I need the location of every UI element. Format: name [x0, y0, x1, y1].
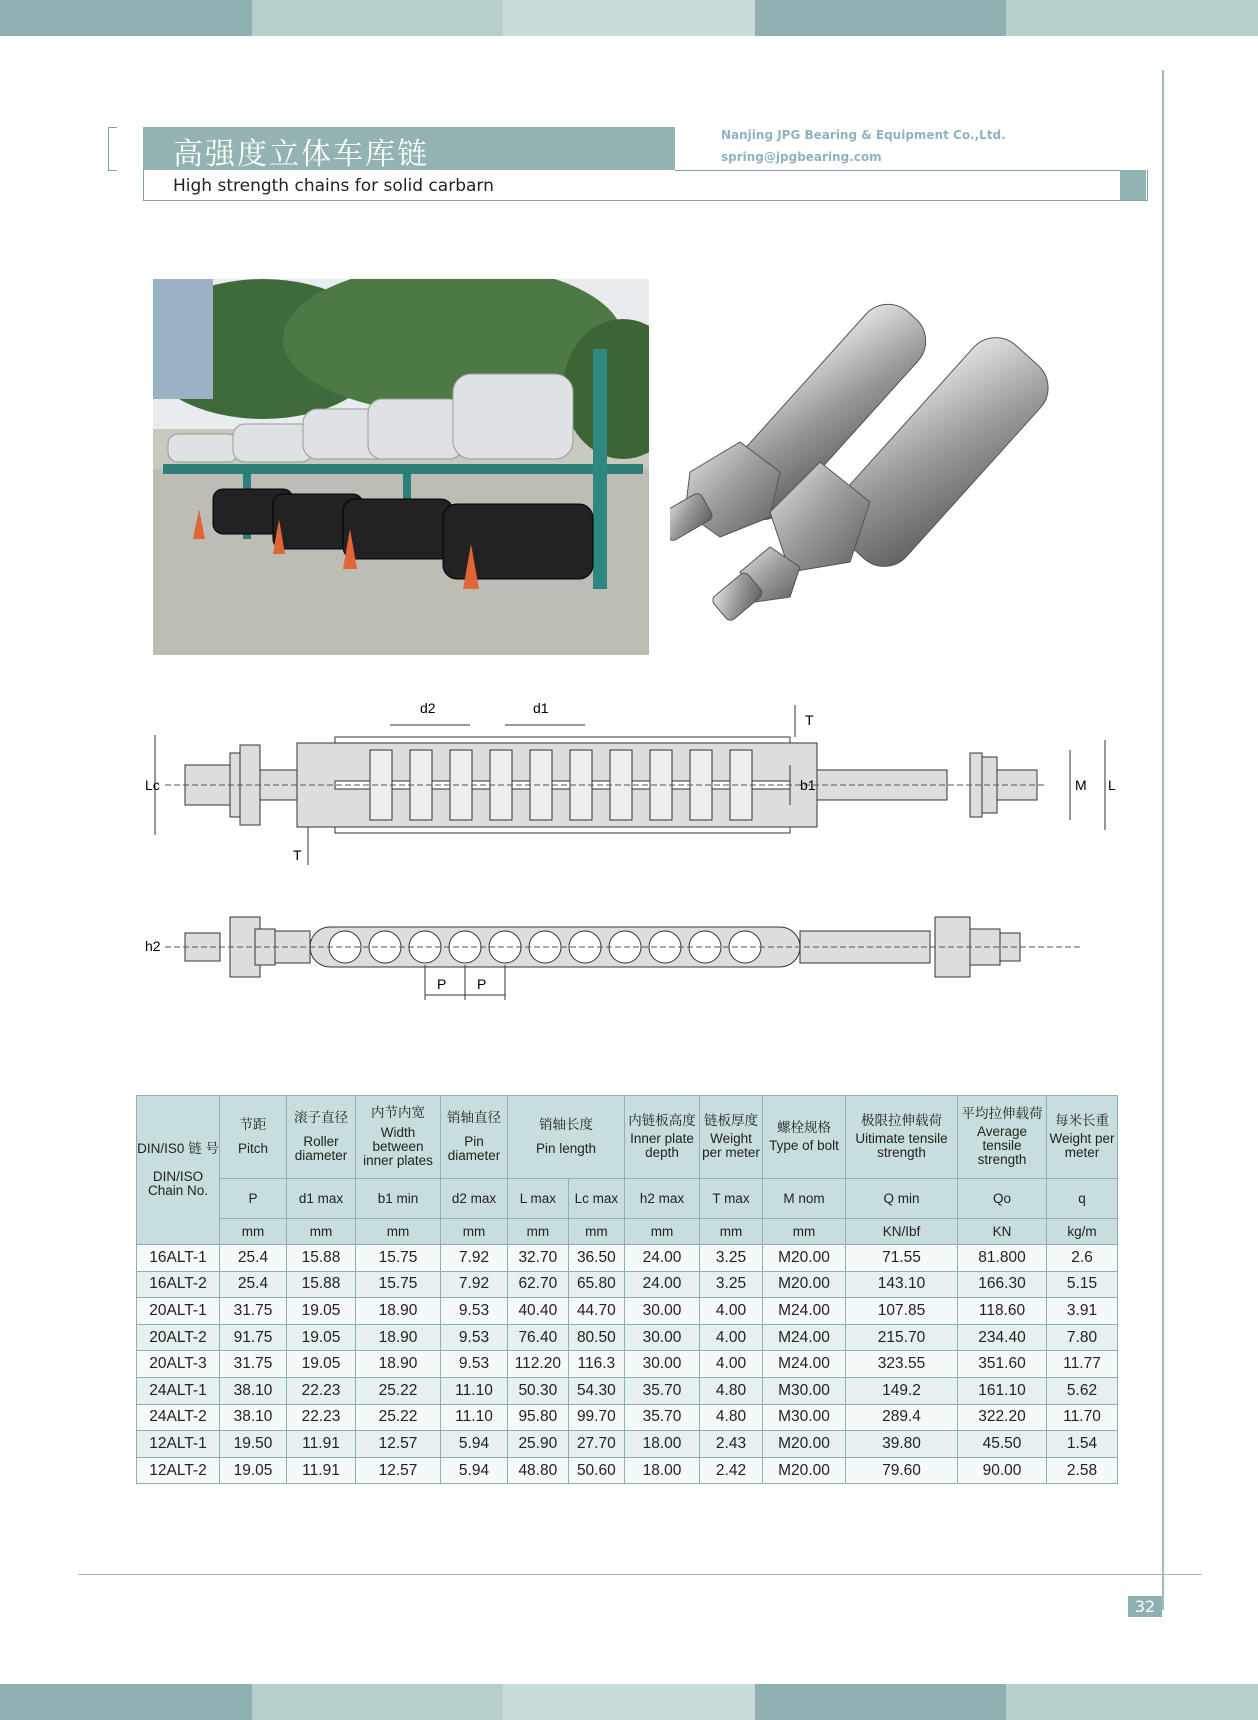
- title-divider: [675, 170, 1120, 171]
- title-accent-block: [1120, 170, 1146, 200]
- dim-m-label: M: [1075, 777, 1087, 793]
- sym-avg: Qo: [958, 1179, 1047, 1219]
- header-frame: [108, 127, 117, 171]
- header-pin-diameter: 销轴直径 Pin diameter: [441, 1096, 508, 1179]
- dim-lc-label: Lc: [145, 777, 160, 793]
- table-row: 20ALT-1 31.75 19.05 18.90 9.53 40.40 44.70 30.00 4.00 M24.00 107.85 118.60 3.91: [137, 1298, 1118, 1325]
- sym-roller: d1 max: [287, 1179, 356, 1219]
- unit-pin-l: mm: [508, 1219, 569, 1245]
- table-row: 16ALT-1 25.4 15.88 15.75 7.92 32.70 36.50 24.00 3.25 M20.00 71.55 81.800 2.6: [137, 1245, 1118, 1272]
- chain-top-view-drawing: [145, 695, 1120, 880]
- sym-plate-thk: T max: [700, 1179, 763, 1219]
- unit-roller: mm: [287, 1219, 356, 1245]
- dim-t-label-bottom: T: [293, 847, 302, 863]
- page-number: 32: [1128, 1596, 1162, 1617]
- top-color-band: [0, 0, 1258, 36]
- sym-pin-l: L max: [508, 1179, 569, 1219]
- bottom-color-band: [0, 1684, 1258, 1720]
- dim-d2-label: d2: [420, 700, 436, 716]
- dim-b1-label: b1: [800, 777, 816, 793]
- page-title-cn: 高强度立体车库链: [173, 137, 429, 172]
- sym-pitch: P: [220, 1179, 287, 1219]
- table-row: 12ALT-1 19.50 11.91 12.57 5.94 25.90 27.70 18.00 2.43 M20.00 39.80 45.50 1.54: [137, 1431, 1118, 1458]
- chain-side-view-drawing: [145, 905, 1085, 1005]
- sym-pin-d: d2 max: [441, 1179, 508, 1219]
- unit-bolt: mm: [763, 1219, 846, 1245]
- unit-pin-d: mm: [441, 1219, 508, 1245]
- unit-wpm: kg/m: [1047, 1219, 1118, 1245]
- sym-pin-lc: Lc max: [568, 1179, 624, 1219]
- company-name: Nanjing JPG Bearing & Equipment Co.,Ltd.: [721, 128, 1006, 142]
- unit-plate-depth: mm: [625, 1219, 700, 1245]
- company-email: spring@jpgbearing.com: [721, 150, 882, 164]
- dim-h2-label: h2: [145, 938, 161, 954]
- header-plate-thickness: 链板厚度 Weight per meter: [700, 1096, 763, 1179]
- table-row: 24ALT-2 38.10 22.23 25.22 11.10 95.80 99.70 35.70 4.80 M30.00 289.4 322.20 11.70: [137, 1404, 1118, 1431]
- footer-rule: [78, 1574, 1202, 1575]
- header-width: 内节内宽 Width between inner plates: [356, 1096, 441, 1179]
- header-chain-no: DIN/IS0 链 号 DIN/ISO Chain No.: [137, 1096, 220, 1245]
- table-row: 16ALT-2 25.4 15.88 15.75 7.92 62.70 65.80 24.00 3.25 M20.00 143.10 166.30 5.15: [137, 1271, 1118, 1298]
- unit-pitch: mm: [220, 1219, 287, 1245]
- table-row: 20ALT-3 31.75 19.05 18.90 9.53 112.20 116.3 30.00 4.00 M24.00 323.55 351.60 11.77: [137, 1351, 1118, 1378]
- sym-ult: Q min: [846, 1179, 958, 1219]
- header-roller: 滚子直径 Roller diameter: [287, 1096, 356, 1179]
- chain-product-image: [670, 262, 1130, 642]
- chain-spec-table: [136, 1095, 1118, 1484]
- unit-avg: KN: [958, 1219, 1047, 1245]
- sym-wpm: q: [1047, 1179, 1118, 1219]
- dim-p-label-1: P: [437, 976, 447, 992]
- header-pitch: 节距 Pitch: [220, 1096, 287, 1179]
- right-margin-rule: [1162, 70, 1164, 1610]
- header-plate-depth: 内链板高度 Inner plate depth: [625, 1096, 700, 1179]
- unit-width: mm: [356, 1219, 441, 1245]
- unit-ult: KN/Ibf: [846, 1219, 958, 1245]
- sym-width: b1 min: [356, 1179, 441, 1219]
- dim-p-label-2: P: [477, 976, 487, 992]
- header-bolt: 螺栓规格 Type of bolt: [763, 1096, 846, 1179]
- table-row: 24ALT-1 38.10 22.23 25.22 11.10 50.30 54.30 35.70 4.80 M30.00 149.2 161.10 5.62: [137, 1377, 1118, 1404]
- header-ultimate-strength: 极限拉伸载荷 Uitimate tensile strength: [846, 1096, 958, 1179]
- unit-plate-thk: mm: [700, 1219, 763, 1245]
- table-row: 20ALT-2 91.75 19.05 18.90 9.53 76.40 80.50 30.00 4.00 M24.00 215.70 234.40 7.80: [137, 1324, 1118, 1351]
- sym-bolt: M nom: [763, 1179, 846, 1219]
- parking-garage-photo: [153, 279, 649, 655]
- page-title-en: High strength chains for solid carbarn: [173, 176, 494, 196]
- header-pin-length: 销轴长度 Pin length: [508, 1096, 625, 1179]
- unit-pin-lc: mm: [568, 1219, 624, 1245]
- dim-l-label: L: [1108, 777, 1116, 793]
- dim-d1-label: d1: [533, 700, 549, 716]
- table-row: 12ALT-2 19.05 11.91 12.57 5.94 48.80 50.60 18.00 2.42 M20.00 79.60 90.00 2.58: [137, 1457, 1118, 1484]
- header-weight: 每米长重 Weight per meter: [1047, 1096, 1118, 1179]
- header-average-strength: 平均拉伸载荷 Average tensile strength: [958, 1096, 1047, 1179]
- sym-plate-depth: h2 max: [625, 1179, 700, 1219]
- dim-t-label-top: T: [805, 712, 814, 728]
